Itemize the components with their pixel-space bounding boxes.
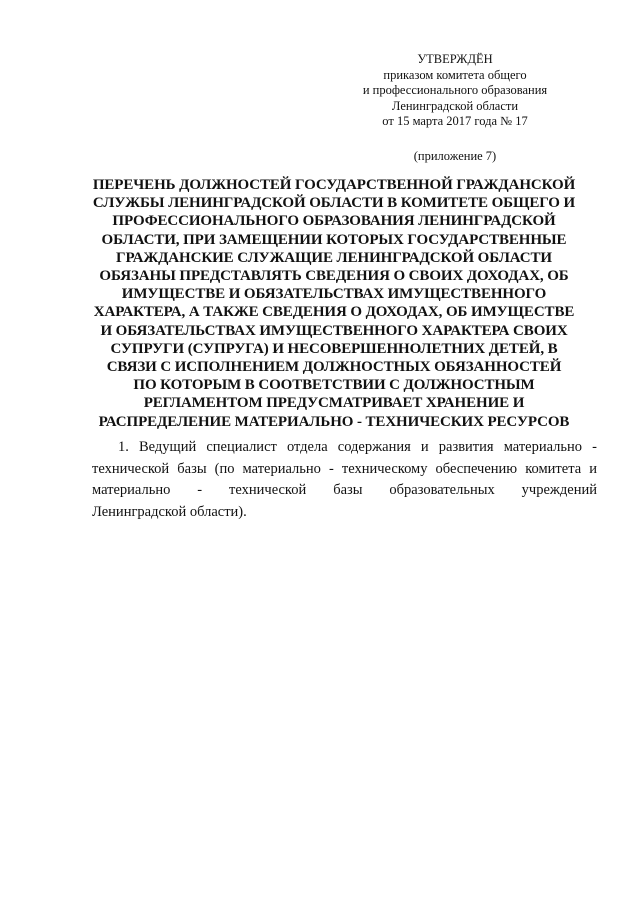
document-title bbox=[86, 176, 582, 431]
approval-line: Ленинградской области bbox=[391, 98, 519, 113]
paragraph-line: Ленинградской области). bbox=[92, 503, 247, 520]
title-line: РЕГЛАМЕНТОМ ПРЕДУСМАТРИВАЕТ ХРАНЕНИЕ И bbox=[143, 395, 525, 412]
title-line: ХАРАКТЕРА, А ТАКЖЕ СВЕДЕНИЯ О ДОХОДАХ, ОБ ИМУЩЕСТВЕ bbox=[93, 304, 575, 321]
title-line: ПЕРЕЧЕНЬ ДОЛЖНОСТЕЙ ГОСУДАРСТВЕННОЙ ГРАЖДАНСКОЙ bbox=[92, 177, 576, 193]
approval-line: приказом комитета общего bbox=[383, 67, 527, 82]
approval-line: и профессионального образования bbox=[362, 83, 548, 97]
paragraph-line: технической базы (по материально - техническому обеспечению комитета и bbox=[92, 460, 597, 477]
title-line: СЛУЖБЫ ЛЕНИНГРАДСКОЙ ОБЛАСТИ В КОМИТЕТЕ ОБЩЕГО И bbox=[92, 195, 576, 212]
paragraph-line: 1. Ведущий специалист отдела содержания и развития материально - bbox=[118, 439, 597, 455]
title-line: ОБЯЗАНЫ ПРЕДСТАВЛЯТЬ СВЕДЕНИЯ О СВОИХ ДОХОДАХ, ОБ bbox=[99, 268, 569, 285]
title-line: СУПРУГИ (СУПРУГА) И НЕСОВЕРШЕННОЛЕТНИХ ДЕТЕЙ, В bbox=[110, 340, 558, 357]
title-line: ПРОФЕССИОНАЛЬНОГО ОБРАЗОВАНИЯ ЛЕНИНГРАДСКОЙ bbox=[112, 213, 556, 230]
appendix-note: (приложение 7) bbox=[413, 149, 497, 163]
title-line: ИМУЩЕСТВЕ И ОБЯЗАТЕЛЬСТВАХ ИМУЩЕСТВЕННОГО bbox=[121, 286, 547, 303]
title-line: СВЯЗИ С ИСПОЛНЕНИЕМ ДОЛЖНОСТНЫХ ОБЯЗАННОСТЕЙ bbox=[106, 359, 562, 376]
title-line: ГРАЖДАНСКИЕ СЛУЖАЩИЕ ЛЕНИНГРАДСКОЙ ОБЛАСТИ bbox=[116, 249, 552, 266]
paragraph-line: материально - технической базы образовательных учреждений bbox=[92, 482, 597, 498]
title-line: И ОБЯЗАТЕЛЬСТВАХ ИМУЩЕСТВЕННОГО ХАРАКТЕРА СВОИХ bbox=[100, 322, 568, 339]
approval-heading: УТВЕРЖДЁН bbox=[417, 52, 493, 66]
title-line: ПО КОТОРЫМ В СООТВЕТСТВИИ С ДОЛЖНОСТНЫМ bbox=[133, 377, 535, 394]
title-line: РАСПРЕДЕЛЕНИЕ МАТЕРИАЛЬНО - ТЕХНИЧЕСКИХ РЕСУРСОВ bbox=[98, 413, 570, 430]
approval-block bbox=[330, 52, 580, 130]
list-item-1 bbox=[92, 437, 597, 523]
title-line: ОБЛАСТИ, ПРИ ЗАМЕЩЕНИИ КОТОРЫХ ГОСУДАРСТВЕННЫЕ bbox=[101, 231, 567, 248]
approval-date-line: от 15 марта 2017 года № 17 bbox=[382, 114, 528, 128]
